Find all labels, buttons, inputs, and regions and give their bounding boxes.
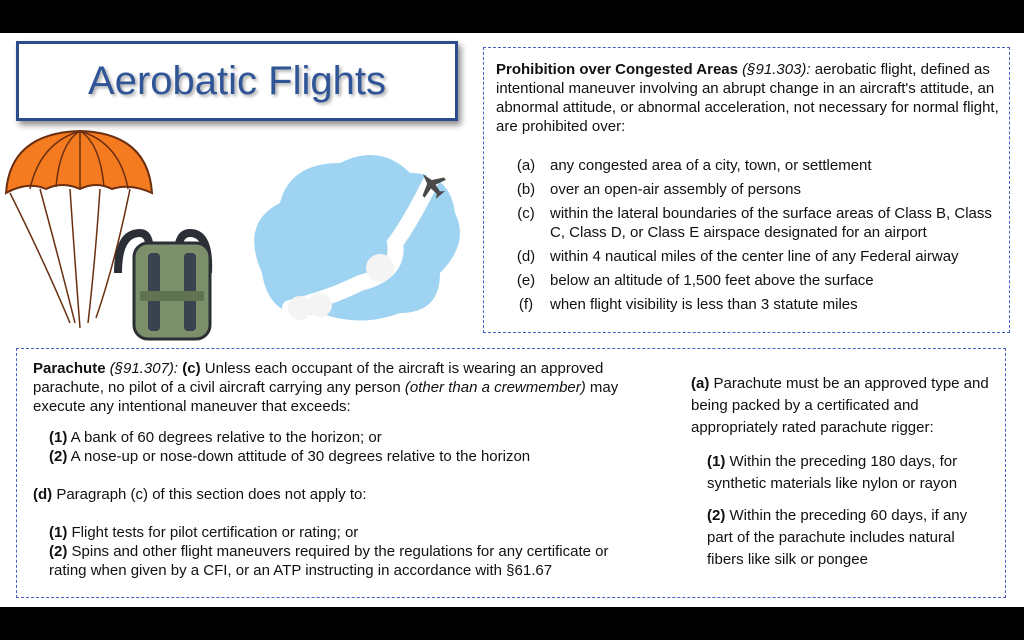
list-item: (b) over an open-air assembly of persons xyxy=(516,181,801,198)
list-item: (a) any congested area of a city, town, or settlement xyxy=(516,157,872,174)
congested-heading: Prohibition over Congested Areas xyxy=(496,61,738,78)
list-item: (1) A bank of 60 degrees relative to the horizon; or xyxy=(49,429,382,446)
congested-ref: (§91.303): xyxy=(742,61,811,78)
list-item: (f) when flight visibility is less than 3 statute miles xyxy=(518,296,858,313)
parachute-c-paragraph: Parachute (§91.307): (c) Unless each occupant of the aircraft is wearing an approved parachute, no pilot of a civil aircraft carrying any person (other than a crewmember) may execute any intentional maneuver that exceeds: xyxy=(33,360,619,415)
parachute-c-list xyxy=(33,428,633,466)
congested-list xyxy=(496,156,999,314)
list-item: (1) Flight tests for pilot certification or rating; or xyxy=(49,524,359,541)
slide xyxy=(0,33,1024,607)
congested-intro-text: aerobatic flight, defined as intentional maneuver involving an abrupt change in an aircraft's attitude, an abnormal attitude, or abnormal acceleration, not necessary for normal flight, are prohibited over: xyxy=(496,61,999,135)
parachute-a-paragraph: (a) Parachute must be an approved type and being packed by a certificated and appropriately rated parachute rigger: xyxy=(691,375,989,436)
list-item: (1) Within the preceding 180 days, for synthetic materials like nylon or rayon xyxy=(707,453,958,492)
parachute-ref: (§91.307): xyxy=(109,360,179,377)
congested-intro xyxy=(496,60,999,136)
list-item: (2) Spins and other flight maneuvers required by the regulations for any certificate or rating when given by a CFI, or an ATP instructing in accordance with §61.67 xyxy=(49,543,609,579)
title-box xyxy=(16,41,458,121)
parachute-right-column xyxy=(691,373,991,571)
illustration-area xyxy=(0,123,470,343)
parachute-heading: Parachute xyxy=(33,360,106,377)
parachute-d-list xyxy=(33,523,633,580)
list-item: (c) within the lateral boundaries of the surface areas of Class B, Class C, Class D, or Class E airspace designated for an airport xyxy=(517,205,992,241)
parachute-d-paragraph: (d) Paragraph (c) of this section does not apply to: xyxy=(33,486,367,503)
parachute-canopy-icon xyxy=(6,131,152,328)
page-title: Aerobatic Flights xyxy=(88,58,386,103)
parachute-box xyxy=(16,348,1006,598)
parachute-left-column xyxy=(33,359,633,580)
list-item: (d) within 4 nautical miles of the center line of any Federal airway xyxy=(516,248,959,265)
congested-areas-box xyxy=(483,47,1010,333)
list-item: (e) below an altitude of 1,500 feet above the surface xyxy=(516,272,874,289)
backpack-icon xyxy=(118,233,210,339)
list-item: (2) Within the preceding 60 days, if any part of the parachute includes natural fibers like silk or pongee xyxy=(707,507,968,568)
list-item: (2) A nose-up or nose-down attitude of 30 degrees relative to the horizon xyxy=(49,448,531,465)
